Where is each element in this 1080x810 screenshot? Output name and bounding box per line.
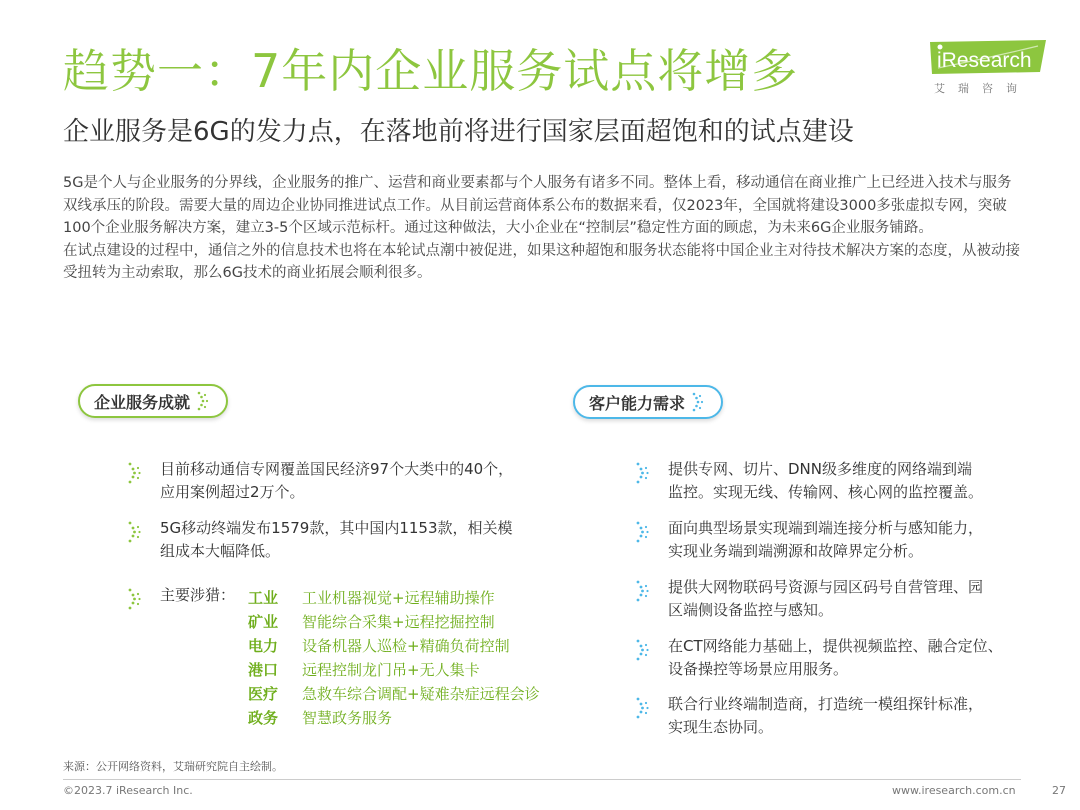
- bullet-line: 在CT网络能力基础上，提供视频监控、融合定位、: [668, 637, 1003, 655]
- page-title: 趋势一：7年内企业服务试点将增多: [63, 44, 799, 98]
- bullet-line: 应用案例超过2万个。: [160, 483, 305, 501]
- bullet-line: 面向典型场景实现端到端连接分析与感知能力，: [668, 519, 984, 537]
- bullet-line: 联合行业终端制造商，打造统一模组探针标准，: [668, 695, 984, 713]
- bullet-line: 5G移动终端发布1579款，其中国内1153款，相关模: [160, 519, 513, 537]
- bullet-line: 目前移动通信专网覆盖国民经济97个大类中的40个，: [160, 460, 514, 478]
- list-item: [126, 584, 235, 612]
- list-item: [634, 517, 983, 563]
- list-item: [634, 693, 983, 739]
- industry-desc: 工业机器视觉+远程辅助操作: [302, 589, 495, 607]
- industry-row: [248, 682, 540, 706]
- bullet-line: 组成本大幅降低。: [160, 542, 281, 560]
- bullet-text: [668, 635, 1003, 681]
- bullet-line: 设备操控等场景应用服务。: [668, 660, 849, 678]
- iresearch-logo: [928, 38, 1050, 98]
- page-number: 27: [1052, 784, 1066, 797]
- industry-name: 医疗: [248, 685, 279, 703]
- industry-row: [248, 634, 540, 658]
- bullet-line: 区端侧设备监控与感知。: [668, 601, 834, 619]
- list-item: [634, 458, 983, 504]
- enterprise-achievement-label: [78, 384, 228, 418]
- industry-row: [248, 586, 540, 610]
- bullet-text: [160, 517, 513, 563]
- source-note: 来源：公开网络资料，艾瑞研究院自主绘制。: [63, 760, 283, 773]
- bullet-text: [160, 458, 513, 504]
- industry-row: [248, 658, 540, 682]
- blue-wave-bullet-icon: [634, 519, 650, 545]
- logo-brand-text: iResearch: [937, 49, 1032, 72]
- intro-paragraph-2: 在试点建设的过程中，通信之外的信息技术也将在本轮试点潮中被促进，如果这种超饱和服务状态能将中国企业主对待技术解决方案的态度，从被动接受扭转为主动索取，那么6G技术的商业拓展会顺利很多。: [63, 242, 1020, 281]
- footer-divider: [63, 779, 1021, 780]
- industry-desc: 智能综合采集+远程挖掘控制: [302, 613, 495, 631]
- industry-name: 电力: [248, 637, 279, 655]
- blue-wave-bullet-icon: [634, 460, 650, 486]
- logo-subtitle: 艾瑞咨询: [934, 82, 1030, 95]
- list-item: [634, 576, 983, 622]
- industry-row: [248, 706, 540, 730]
- bullet-line: 监控。实现无线、传输网、核心网的监控覆盖。: [668, 483, 984, 501]
- signal-wave-icon: [195, 390, 209, 412]
- bullet-line: 实现生态协同。: [668, 718, 774, 736]
- green-wave-bullet-icon: [126, 586, 142, 612]
- bullet-line: 实现业务端到端溯源和故障界定分析。: [668, 542, 924, 560]
- customer-capability-label: [573, 385, 723, 419]
- copyright-text: ©2023.7 iResearch Inc.: [63, 784, 193, 797]
- industry-name: 港口: [248, 661, 279, 679]
- blue-wave-bullet-icon: [634, 637, 650, 663]
- customer-capability-text: 客户能力需求: [589, 393, 686, 413]
- industry-desc: 智慧政务服务: [302, 709, 393, 727]
- list-item: [126, 517, 513, 563]
- industry-desc: 远程控制龙门吊+无人集卡: [302, 661, 480, 679]
- industry-desc: 设备机器人巡检+精确负荷控制: [302, 637, 510, 655]
- industry-name: 政务: [248, 709, 279, 727]
- blue-wave-bullet-icon: [634, 578, 650, 604]
- list-item: [126, 458, 513, 504]
- industry-list: [248, 586, 540, 730]
- bullet-text: [668, 576, 983, 622]
- green-wave-bullet-icon: [126, 460, 142, 486]
- bullet-line: 提供大网物联码号资源与园区码号自营管理、园: [668, 578, 984, 596]
- logo-mark-icon: [928, 38, 1050, 78]
- intro-paragraph-1: 5G是个人与企业服务的分界线，企业服务的推广、运营和商业要素都与个人服务有诸多不同。整体上看，移动通信在商业推广上已经进入技术与服务双线承压的阶段。需要大量的周边企业协同推进试点工作。从目前运营商体系公布的数据来看，仅2023年，全国就将建设3000多张虚拟专网，突破100个企业服务解决方案，建立3-5个区域示范标杆。通过这种做法，大小企业在“控制层”稳定性方面的顾虑，为未来6G企业服务铺路。: [63, 175, 1012, 236]
- industry-name: 工业: [248, 589, 279, 607]
- industry-desc: 急救车综合调配+疑难杂症远程会诊: [302, 685, 540, 703]
- website-link[interactable]: www.iresearch.com.cn: [892, 784, 1016, 797]
- bullet-text: [668, 517, 983, 563]
- page-subtitle: 企业服务是6G的发力点，在落地前将进行国家层面超饱和的试点建设: [63, 117, 854, 147]
- green-wave-bullet-icon: [126, 519, 142, 545]
- bullet-text: 主要涉猎：: [160, 586, 236, 604]
- intro-text: [63, 172, 1021, 285]
- industry-name: 矿业: [248, 613, 279, 631]
- bullet-line: 提供专网、切片、DNN级多维度的网络端到端: [668, 460, 972, 478]
- bullet-text: [668, 458, 983, 504]
- list-item: [634, 635, 1003, 681]
- bullet-text: [668, 693, 983, 739]
- industry-row: [248, 610, 540, 634]
- enterprise-achievement-text: 企业服务成就: [94, 392, 191, 412]
- signal-wave-icon: [690, 391, 704, 413]
- blue-wave-bullet-icon: [634, 695, 650, 721]
